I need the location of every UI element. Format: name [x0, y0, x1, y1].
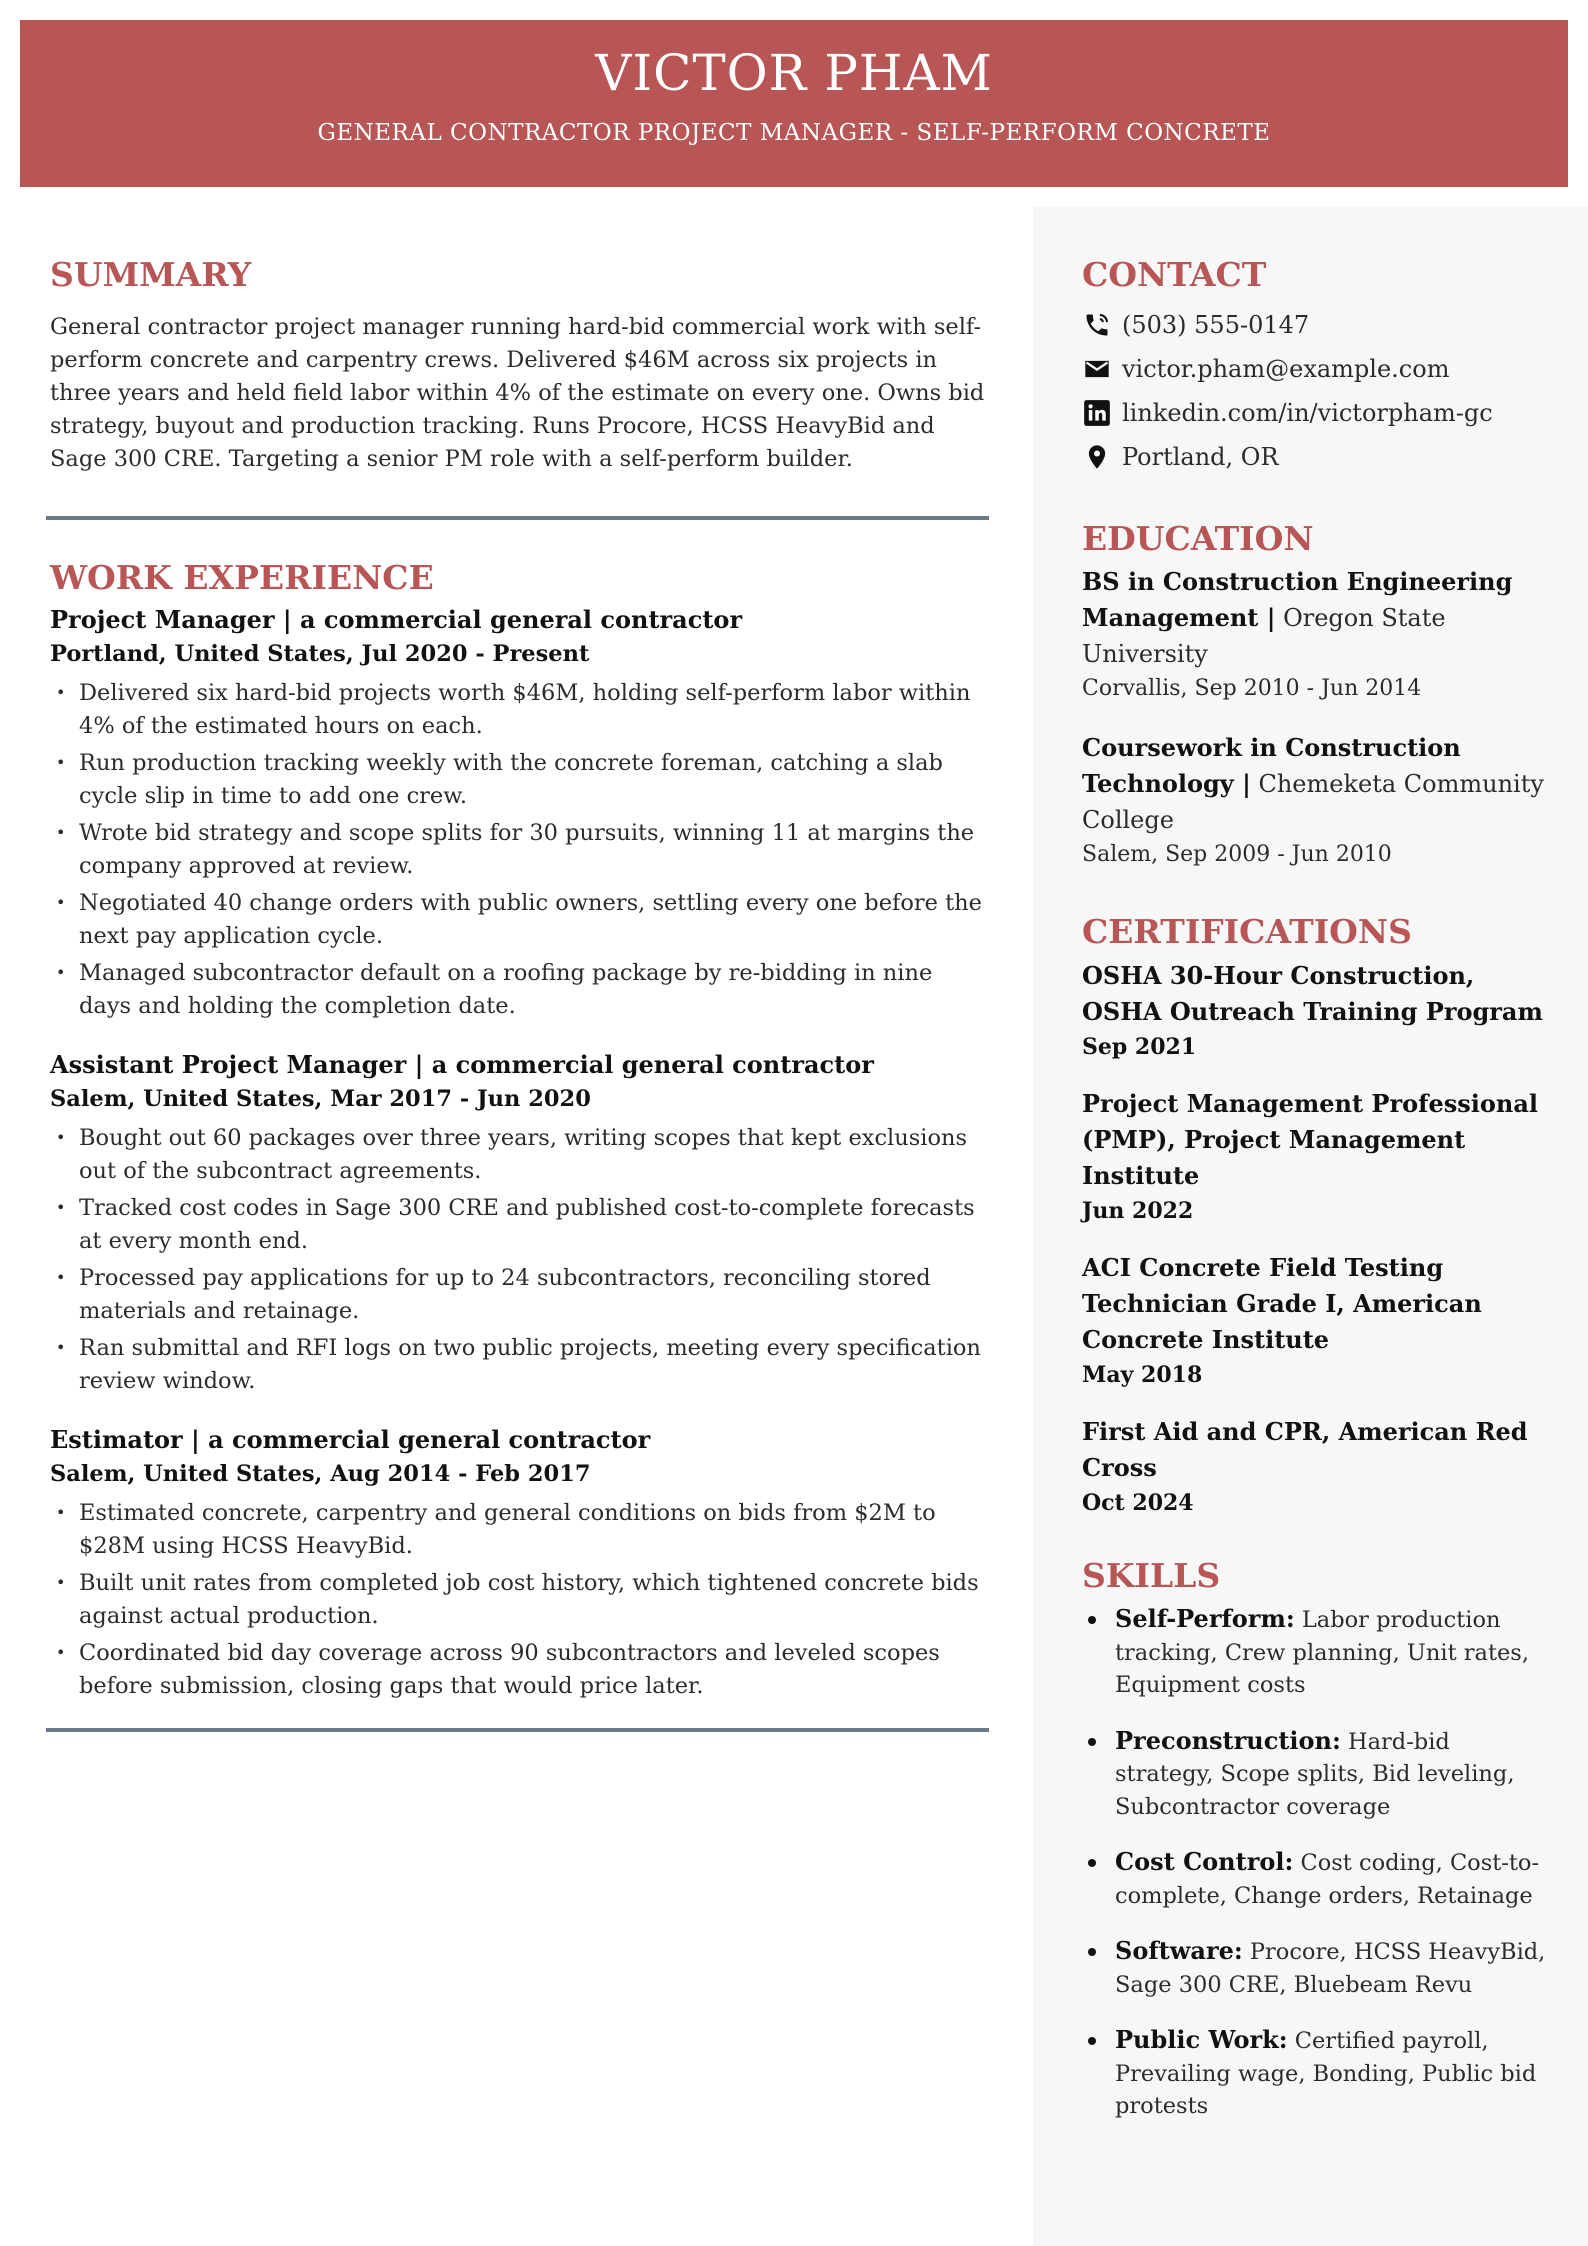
skill-label: Self-Perform: [1115, 1604, 1295, 1634]
job-bullet: • Negotiated 40 change orders with public owners, settling every one before the next pay application cycle. [50, 887, 985, 952]
skill-item [1082, 1846, 1552, 1912]
summary-text: General contractor project manager running hard-bid commercial work with self-perform concrete and carpentry crews. Delivered $46M across six projects in three years and held field labor within 4% of the estimate on every one. Owns bid strategy, buyout and production tracking. Runs Procore, HCSS HeavyBid and Sage 300 CRE. Targeting a senior PM role with a self-perform builder. [50, 313, 985, 472]
skills-list [1082, 1603, 1552, 2123]
skill-label: Public Work: [1115, 2025, 1288, 2055]
skill-text: Certified payroll, Prevailing wage, Bonding, Public bid protests [1115, 2028, 1537, 2120]
skill-text: Hard-bid strategy, Scope splits, Bid leveling, Subcontractor coverage [1115, 1728, 1515, 1820]
skill-label: Preconstruction: [1115, 1725, 1341, 1755]
certification-date: May 2018 [1082, 1361, 1203, 1388]
job-entry [50, 1423, 985, 1702]
certification-entry [1082, 1086, 1552, 1228]
skill-text: Procore, HCSS HeavyBid, Sage 300 CRE, Bluebeam Revu [1115, 1939, 1546, 1998]
job-bullet: • Wrote bid strategy and scope splits for 30 pursuits, winning 11 at margins the company approved at review. [50, 817, 985, 882]
section-title-education: EDUCATION [1082, 518, 1314, 558]
education-meta: Corvallis, Sep 2010 - Jun 2014 [1082, 676, 1422, 702]
linkedin-icon [1082, 398, 1112, 428]
job-bullets [50, 677, 985, 1022]
skill-text: Cost coding, Cost-to-complete, Change orders, Retainage [1115, 1850, 1540, 1909]
education-degree: Coursework in Construction Technology | [1082, 733, 1461, 799]
section-divider [46, 1728, 989, 1732]
summary-section [50, 255, 985, 476]
job-bullet: • Managed subcontractor default on a roofing package by re-bidding in nine days and holding the completion date. [50, 957, 985, 1022]
skill-item [1082, 1603, 1552, 1702]
contact-linkedin-text[interactable]: linkedin.com/in/victorpham-gc [1122, 398, 1493, 427]
job-bullets [50, 1122, 985, 1397]
certification-title: Project Management Professional (PMP), Project Management Institute [1082, 1088, 1538, 1190]
job-title: Estimator | a commercial general contractor [50, 1425, 651, 1455]
skill-label: Software: [1115, 1936, 1243, 1966]
job-bullet: • Run production tracking weekly with the concrete foreman, catching a slab cycle slip in time to add one crew. [50, 747, 985, 812]
certification-entry [1082, 1414, 1552, 1520]
location-pin-icon [1082, 442, 1112, 472]
job-bullet: • Tracked cost codes in Sage 300 CRE and published cost-to-complete forecasts at every month end. [50, 1192, 985, 1257]
section-title-experience: WORK EXPERIENCE [50, 557, 434, 597]
contact-email [1082, 347, 1552, 391]
certification-entry [1082, 958, 1552, 1064]
candidate-name: VICTOR PHAM [595, 44, 993, 102]
education-section [1082, 519, 1552, 873]
skill-item [1082, 1725, 1552, 1824]
job-bullet: • Processed pay applications for up to 24 subcontractors, reconciling stored materials and retainage. [50, 1262, 985, 1327]
candidate-title: GENERAL CONTRACTOR PROJECT MANAGER - SELF-PERFORM CONCRETE [317, 120, 1271, 146]
resume-header [20, 20, 1568, 187]
experience-section [50, 558, 985, 1703]
job-meta: Salem, United States, Mar 2017 - Jun 2020 [50, 1086, 591, 1113]
job-bullet: • Delivered six hard-bid projects worth $46M, holding self-perform labor within 4% of the estimated hours on each. [50, 677, 985, 742]
phone-icon [1082, 310, 1112, 340]
education-degree: BS in Construction Engineering Management | [1082, 567, 1513, 633]
contact-location-text: Portland, OR [1122, 442, 1279, 471]
education-entry [1082, 730, 1552, 872]
section-title-certifications: CERTIFICATIONS [1082, 912, 1412, 952]
certification-date: Sep 2021 [1082, 1033, 1197, 1060]
job-bullet: • Coordinated bid day coverage across 90 subcontractors and leveled scopes before submission, closing gaps that would price later. [50, 1637, 985, 1702]
job-title: Project Manager | a commercial general contractor [50, 605, 743, 635]
job-bullet: • Built unit rates from completed job cost history, which tightened concrete bids against actual production. [50, 1567, 985, 1632]
skills-section [1082, 1556, 1552, 2123]
job-bullet: • Estimated concrete, carpentry and general conditions on bids from $2M to $28M using HCSS HeavyBid. [50, 1497, 985, 1562]
skill-label: Cost Control: [1115, 1847, 1294, 1877]
section-title-skills: SKILLS [1082, 1555, 1221, 1595]
contact-location [1082, 435, 1552, 479]
skill-text: Labor production tracking, Crew planning, Unit rates, Equipment costs [1115, 1607, 1529, 1699]
email-icon [1082, 354, 1112, 384]
skill-item [1082, 1935, 1552, 2001]
certification-date: Oct 2024 [1082, 1489, 1194, 1516]
skill-item [1082, 2024, 1552, 2123]
education-entry [1082, 564, 1552, 706]
education-school: Chemeketa Community College [1082, 770, 1544, 835]
contact-phone [1082, 303, 1552, 347]
main-column [50, 255, 985, 1770]
certification-entry [1082, 1250, 1552, 1392]
job-title: Assistant Project Manager | a commercial general contractor [50, 1050, 874, 1080]
contact-section [1082, 255, 1552, 479]
sidebar-column [1082, 255, 1552, 2146]
job-bullets [50, 1497, 985, 1702]
job-bullet: • Bought out 60 packages over three years, writing scopes that kept exclusions out of the subcontract agreements. [50, 1122, 985, 1187]
contact-linkedin [1082, 391, 1552, 435]
education-school: Oregon State University [1082, 604, 1446, 669]
certification-title: ACI Concrete Field Testing Technician Grade I, American Concrete Institute [1082, 1252, 1482, 1354]
education-meta: Salem, Sep 2009 - Jun 2010 [1082, 842, 1392, 868]
certification-title: First Aid and CPR, American Red Cross [1082, 1416, 1528, 1482]
section-title-summary: SUMMARY [50, 255, 252, 294]
job-bullet: • Ran submittal and RFI logs on two public projects, meeting every specification review window. [50, 1332, 985, 1397]
contact-phone-text[interactable]: (503) 555-0147 [1122, 310, 1310, 339]
certifications-section [1082, 912, 1552, 1520]
job-meta: Salem, United States, Aug 2014 - Feb 2017 [50, 1461, 591, 1488]
job-entry [50, 1048, 985, 1397]
certification-title: OSHA 30-Hour Construction, OSHA Outreach Training Program [1082, 960, 1543, 1026]
contact-email-text[interactable]: victor.pham@example.com [1122, 354, 1450, 383]
section-title-contact: CONTACT [1082, 255, 1267, 294]
job-meta: Portland, United States, Jul 2020 - Present [50, 641, 590, 668]
certification-date: Jun 2022 [1082, 1197, 1194, 1224]
job-entry [50, 603, 985, 1022]
section-divider [46, 516, 989, 520]
